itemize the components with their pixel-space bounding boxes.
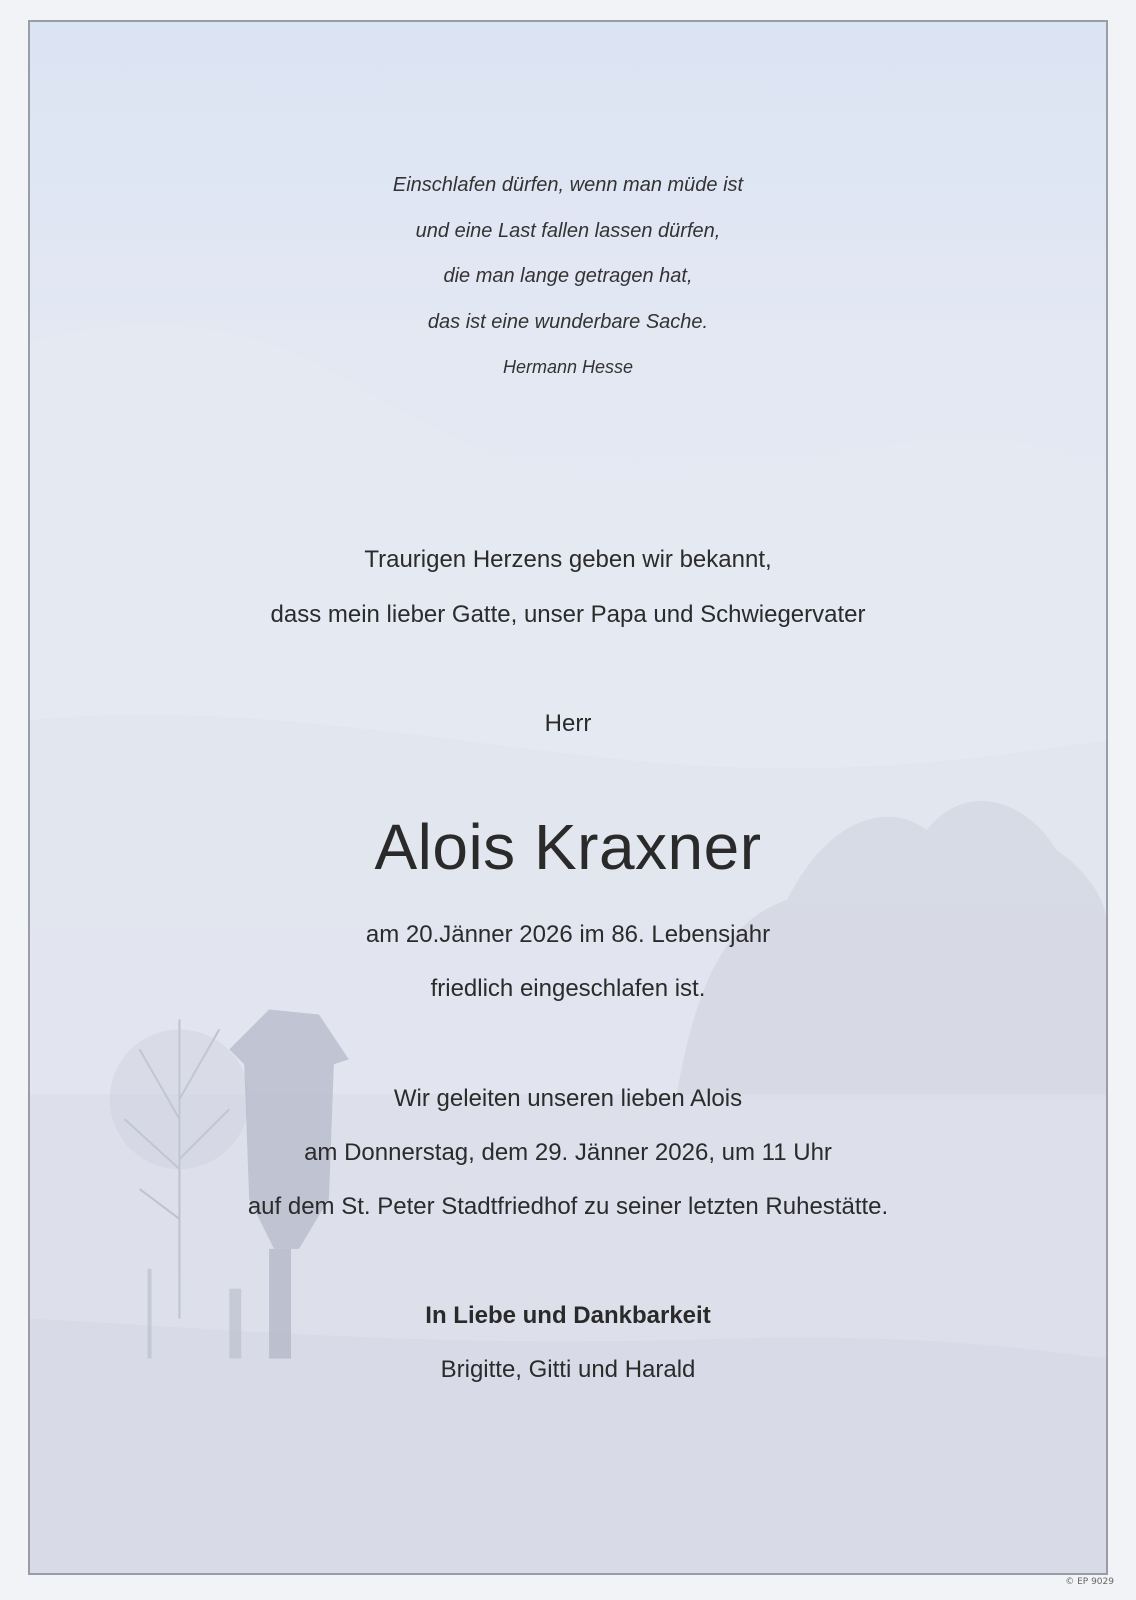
dedication: In Liebe und Dankbarkeit	[425, 1302, 711, 1329]
copyright-notice: © EP 9029	[1065, 1577, 1114, 1587]
funeral-line-3: auf dem St. Peter Stadtfriedhof zu seiner letzten Ruhestätte.	[247, 1193, 889, 1220]
family-names: Brigitte, Gitti und Harald	[440, 1356, 696, 1383]
announcement-line-1: Traurigen Herzens geben wir bekannt,	[364, 546, 772, 573]
funeral-line-1: Wir geleiten unseren lieben Alois	[393, 1085, 743, 1112]
background-frame	[28, 20, 1108, 1575]
death-line-1: am 20.Jänner 2026 im 86. Lebensjahr	[365, 921, 771, 948]
quote-author: Hermann Hesse	[502, 357, 634, 377]
deceased-name: Alois Kraxner	[374, 811, 762, 883]
salutation: Herr	[544, 710, 592, 737]
quote-line-1: Einschlafen dürfen, wenn man müde ist	[392, 174, 744, 196]
announcement-line-2: dass mein lieber Gatte, unser Papa und Schwiegervater	[270, 601, 866, 628]
quote-line-3: die man lange getragen hat,	[443, 265, 693, 287]
quote-line-4: das ist eine wunderbare Sache.	[427, 311, 709, 333]
quote-line-2: und eine Last fallen lassen dürfen,	[415, 220, 721, 242]
funeral-line-2: am Donnerstag, dem 29. Jänner 2026, um 11 Uhr	[304, 1139, 832, 1166]
winter-landscape-image	[30, 22, 1106, 1573]
death-line-2: friedlich eingeschlafen ist.	[430, 975, 706, 1002]
